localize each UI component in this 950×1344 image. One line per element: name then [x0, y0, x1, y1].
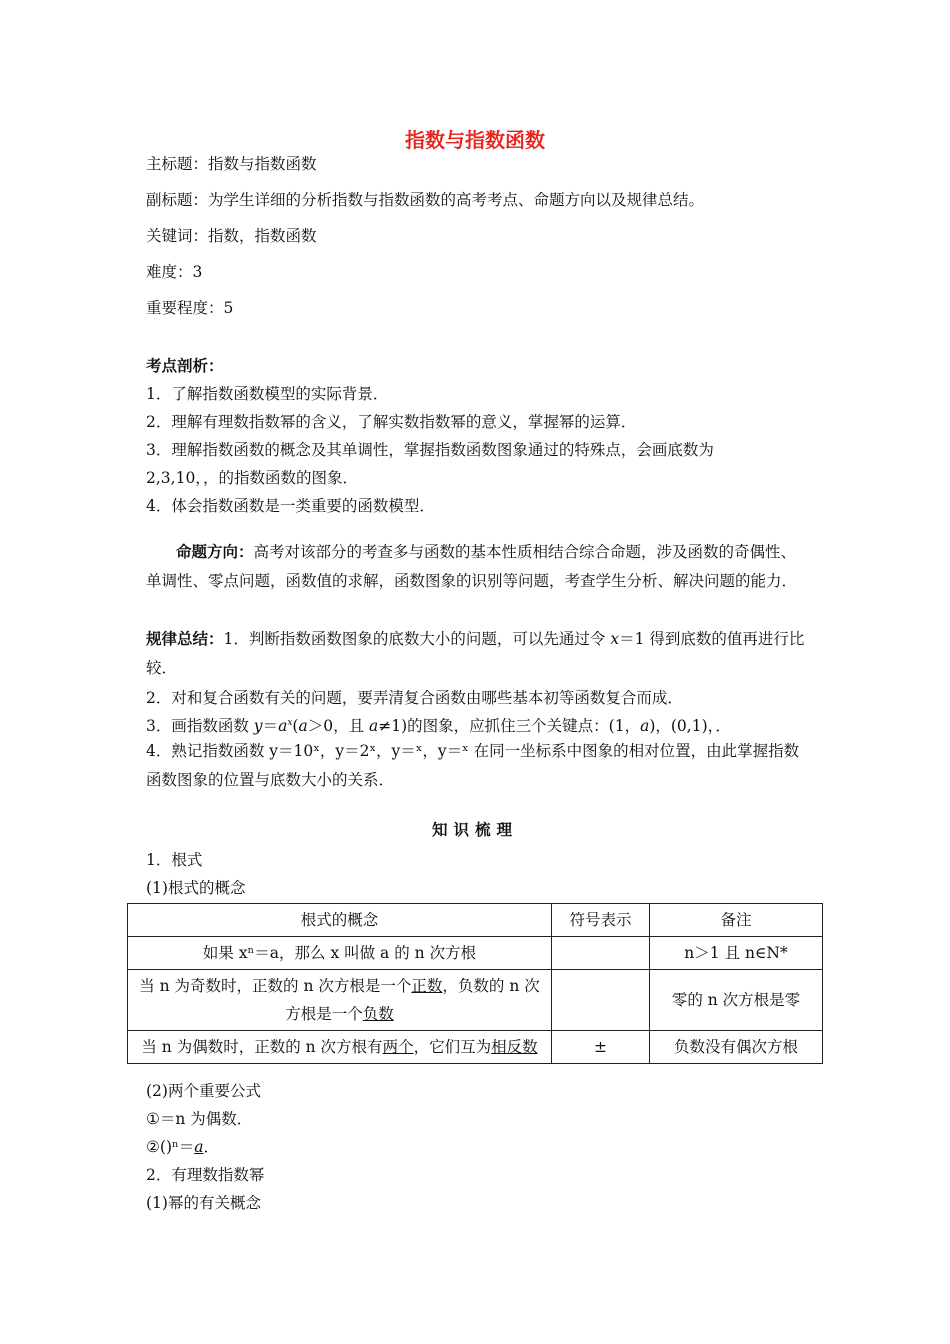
radical-concept-table: [127, 903, 823, 1064]
section-1b-heading: (2)两个重要公式: [146, 1082, 261, 1100]
rule-3: 3．画指数函数 $y=a^x(a>0$，且 a≠1)的图象，应抓住三个关键点：(1，a)，(0,1)，．: [146, 717, 731, 735]
direction-paragraph: [146, 538, 806, 596]
table-cell: 零的 n 次方根是零: [650, 970, 823, 1031]
analysis-heading: 考点剖析：: [146, 357, 224, 375]
rules-label: 规律总结：: [146, 630, 224, 648]
formula-1: ①＝n 为偶数．: [146, 1110, 253, 1128]
table-cell: 负数没有偶次方根: [650, 1031, 823, 1064]
direction-label: 命题方向：: [176, 543, 254, 561]
analysis-item-4: 2,3,10，，的指数函数的图象．: [146, 469, 359, 487]
importance-line: 重要程度：5: [146, 299, 234, 317]
table-header: 符号表示: [552, 904, 650, 937]
rule-1-text: 1．判断指数函数图象的底数大小的问题，可以先通过令: [223, 630, 611, 648]
analysis-item-2: 2．理解有理数指数幂的含义，了解实数指数幂的意义，掌握幂的运算．: [146, 413, 637, 431]
main-title-line: 主标题：指数与指数函数: [146, 155, 317, 173]
knowledge-heading: 知识梳理: [431, 821, 518, 839]
table-header: 备注: [650, 904, 823, 937]
difficulty-line: 难度：3: [146, 263, 203, 281]
table-cell: 当 n 为奇数时，正数的 n 次方根是一个正数，负数的 n 次方根是一个负数: [128, 970, 552, 1031]
section-1-heading: 1．根式: [146, 851, 203, 869]
rules-paragraph: [146, 625, 806, 683]
table-cell: [552, 970, 650, 1031]
analysis-item-1: 1．了解指数函数模型的实际背景．: [146, 385, 389, 403]
table-cell: 如果 xⁿ＝a，那么 x 叫做 a 的 n 次方根: [128, 937, 552, 970]
analysis-item-5: 4．体会指数函数是一类重要的函数模型．: [146, 497, 435, 515]
formula-2: ②()ⁿ＝a．: [146, 1138, 219, 1156]
direction-text: 高考对该部分的考查多与函数的基本性质相结合综合命题，涉及函数的奇偶性、单调性、零点问题，函数值的求解，函数图象的识别等问题，考查学生分析、解决问题的能力．: [146, 543, 798, 590]
rule-2: 2．对和复合函数有关的问题，要弄清复合函数由哪些基本初等函数复合而成．: [146, 689, 683, 707]
section-1a-heading: (1)根式的概念: [146, 879, 246, 897]
table-header: 根式的概念: [128, 904, 552, 937]
analysis-item-3: 3．理解指数函数的概念及其单调性，掌握指数函数图象通过的特殊点，会画底数为: [146, 441, 714, 459]
rule-4: 4．熟记指数函数 y＝10ˣ，y＝2ˣ，y＝ˣ，y＝ˣ 在同一坐标系中图象的相对位置，由此掌握指数函数图象的位置与底数大小的关系．: [146, 742, 800, 789]
keywords-line: 关键词：指数，指数函数: [146, 227, 317, 245]
document-title: 指数与指数函数: [405, 128, 545, 152]
table-cell: [552, 937, 650, 970]
table-cell: ±: [552, 1031, 650, 1064]
subtitle-line: 副标题：为学生详细的分析指数与指数函数的高考考点、命题方向以及规律总结。: [146, 191, 705, 209]
rule-1-var: x: [610, 630, 620, 648]
table-header-row: [128, 904, 823, 937]
table-row: [128, 937, 823, 970]
section-2-heading: 2．有理数指数幂: [146, 1166, 265, 1184]
table-row: [128, 1031, 823, 1064]
rule-1-text-end: ＝1 得到底数的值再进行比较．: [146, 630, 805, 677]
table-cell: 当 n 为偶数时，正数的 n 次方根有两个，它们互为相反数: [128, 1031, 552, 1064]
section-2a-heading: (1)幂的有关概念: [146, 1194, 261, 1212]
table-row: [128, 970, 823, 1031]
table-cell: n＞1 且 n∈N*: [650, 937, 823, 970]
